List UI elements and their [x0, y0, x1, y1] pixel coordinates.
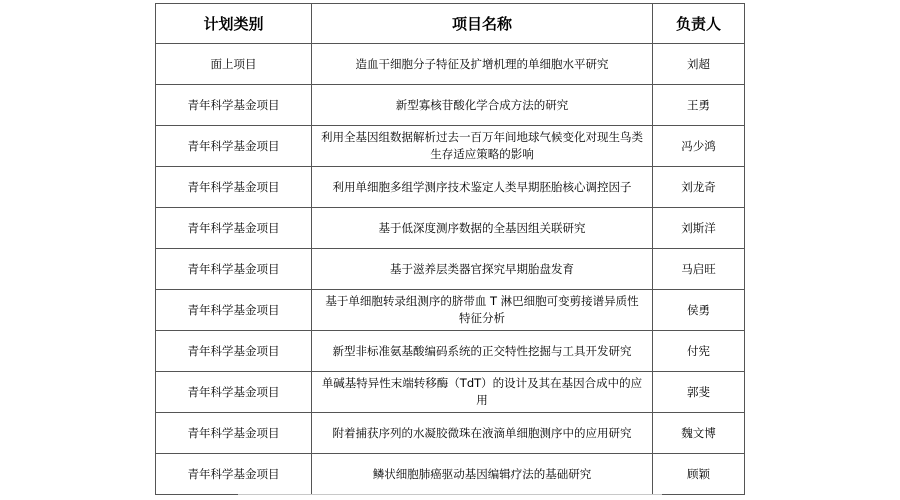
cell-leader: 魏文博 — [653, 413, 745, 454]
table-row — [156, 290, 745, 331]
cell-leader: 刘斯洋 — [653, 208, 745, 249]
cell-leader: 王勇 — [653, 85, 745, 126]
cell-leader: 顾颖 — [653, 454, 745, 495]
table-row — [156, 85, 745, 126]
table-row — [156, 372, 745, 413]
cell-leader: 刘超 — [653, 44, 745, 85]
cell-category: 青年科学基金项目 — [156, 413, 312, 454]
cell-category: 面上项目 — [156, 44, 312, 85]
cell-project-name: 新型非标准氨基酸编码系统的正交特性挖掘与工具开发研究 — [312, 331, 653, 372]
cell-leader: 郭斐 — [653, 372, 745, 413]
bottom-divider — [238, 494, 662, 495]
table-row — [156, 413, 745, 454]
cell-category: 青年科学基金项目 — [156, 126, 312, 167]
project-table — [155, 3, 745, 495]
cell-project-name: 利用单细胞多组学测序技术鉴定人类早期胚胎核心调控因子 — [312, 167, 653, 208]
project-table-container — [155, 3, 744, 495]
table-row — [156, 44, 745, 85]
cell-leader: 马启旺 — [653, 249, 745, 290]
table-header-row — [156, 4, 745, 44]
table-row — [156, 126, 745, 167]
cell-leader: 付宪 — [653, 331, 745, 372]
cell-category: 青年科学基金项目 — [156, 372, 312, 413]
cell-project-name: 基于滋养层类器官探究早期胎盘发育 — [312, 249, 653, 290]
cell-category: 青年科学基金项目 — [156, 85, 312, 126]
header-leader: 负责人 — [653, 4, 745, 44]
cell-category: 青年科学基金项目 — [156, 208, 312, 249]
header-project-name: 项目名称 — [312, 4, 653, 44]
cell-project-name: 附着捕获序列的水凝胶微珠在液滴单细胞测序中的应用研究 — [312, 413, 653, 454]
cell-leader: 刘龙奇 — [653, 167, 745, 208]
cell-project-name: 基于低深度测序数据的全基因组关联研究 — [312, 208, 653, 249]
cell-project-name: 基于单细胞转录组测序的脐带血 T 淋巴细胞可变剪接谱异质性特征分析 — [312, 290, 653, 331]
table-row — [156, 331, 745, 372]
cell-category: 青年科学基金项目 — [156, 249, 312, 290]
header-category: 计划类别 — [156, 4, 312, 44]
table-row — [156, 167, 745, 208]
cell-leader: 侯勇 — [653, 290, 745, 331]
cell-project-name: 造血干细胞分子特征及扩增机理的单细胞水平研究 — [312, 44, 653, 85]
cell-category: 青年科学基金项目 — [156, 331, 312, 372]
cell-project-name: 鳞状细胞肺癌驱动基因编辑疗法的基础研究 — [312, 454, 653, 495]
cell-category: 青年科学基金项目 — [156, 167, 312, 208]
cell-project-name: 新型寡核苷酸化学合成方法的研究 — [312, 85, 653, 126]
cell-project-name: 单碱基特异性末端转移酶（TdT）的设计及其在基因合成中的应用 — [312, 372, 653, 413]
cell-category: 青年科学基金项目 — [156, 454, 312, 495]
table-row — [156, 454, 745, 495]
cell-project-name: 利用全基因组数据解析过去一百万年间地球气候变化对现生鸟类生存适应策略的影响 — [312, 126, 653, 167]
table-row — [156, 249, 745, 290]
table-row — [156, 208, 745, 249]
cell-leader: 冯少鸿 — [653, 126, 745, 167]
cell-category: 青年科学基金项目 — [156, 290, 312, 331]
